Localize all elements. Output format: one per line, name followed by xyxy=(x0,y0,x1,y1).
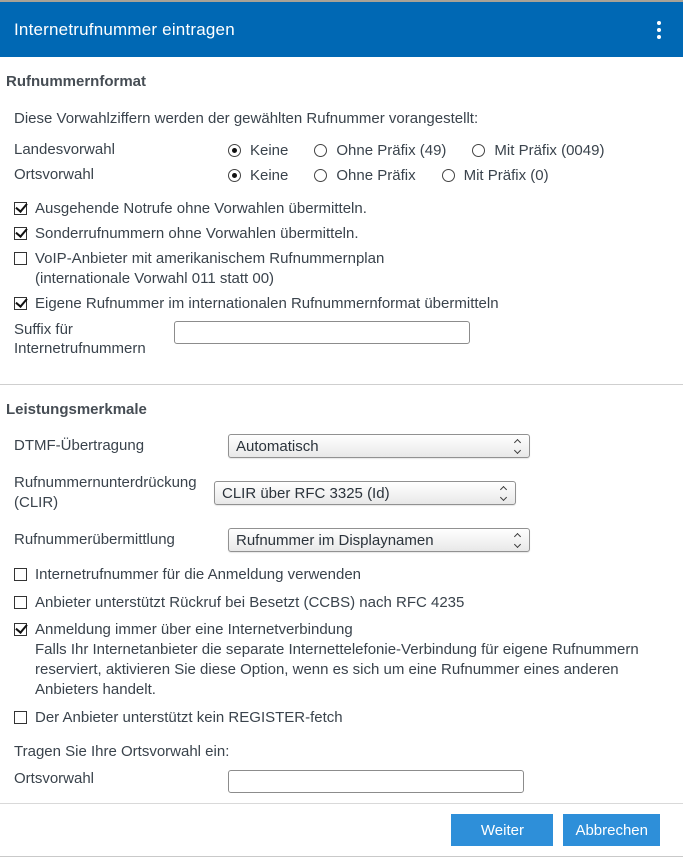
dialog-footer xyxy=(0,803,683,856)
cb-item-sonderrufnummern xyxy=(14,224,669,244)
section-divider xyxy=(0,384,683,385)
clir-select-value: CLIR über RFC 3325 (Id) xyxy=(222,484,390,502)
checkbox-label: Eigene Rufnummer im internationalen Rufnummernformat übermitteln xyxy=(35,295,499,312)
checkbox-icon xyxy=(14,252,27,265)
ortsvorwahl-row xyxy=(14,165,669,185)
ortsvorwahl-prompt: Tragen Sie Ihre Ortsvorwahl ein: xyxy=(14,743,230,760)
landesvorwahl-label: Landesvorwahl xyxy=(14,141,115,158)
radio-label: Mit Präfix (0049) xyxy=(494,141,605,159)
ortsvorwahl-field-label: Ortsvorwahl xyxy=(14,770,95,787)
cb-item-anmeldung-verwenden xyxy=(14,565,669,585)
radio-icon xyxy=(472,144,485,157)
radio-landesvorwahl-mit-praefix[interactable] xyxy=(472,142,604,159)
checkbox-anmeldung-verwenden[interactable] xyxy=(14,565,669,585)
ortsvorwahl-input-row xyxy=(14,768,669,793)
section-heading-leistungsmerkmale: Leistungsmerkmale xyxy=(6,401,147,418)
radio-label: Keine xyxy=(250,166,289,184)
radio-icon xyxy=(228,169,241,182)
radio-ortsvorwahl-ohne-praefix[interactable] xyxy=(314,167,415,184)
suffix-input[interactable] xyxy=(174,321,470,344)
rufnummeruebermittlung-select-value: Rufnummer im Displaynamen xyxy=(236,531,434,549)
radio-icon xyxy=(314,144,327,157)
ortsvorwahl-options xyxy=(228,167,549,184)
dialog-header xyxy=(0,2,683,57)
checkbox-icon xyxy=(14,596,27,609)
ortsvorwahl-label: Ortsvorwahl xyxy=(14,166,95,183)
dialog-body xyxy=(0,72,683,793)
cb-item-register-fetch xyxy=(14,708,669,728)
checkbox-notrufe[interactable] xyxy=(14,199,669,219)
checkbox-icon xyxy=(14,297,27,310)
checkbox-voip-anbieter[interactable] xyxy=(14,249,669,269)
rufnummeruebermittlung-label: Rufnummerübermittlung xyxy=(14,531,175,548)
checkbox-icon xyxy=(14,227,27,240)
checkbox-icon xyxy=(14,202,27,215)
radio-label: Ohne Präfix xyxy=(336,166,416,184)
checkbox-label: Sonderrufnummern ohne Vorwahlen übermitteln. xyxy=(35,225,359,242)
rufnummeruebermittlung-select[interactable] xyxy=(228,528,530,552)
checkbox-label: VoIP-Anbieter mit amerikanischem Rufnummernplan xyxy=(35,250,385,267)
section-heading-rufnummernformat: Rufnummernformat xyxy=(6,73,147,90)
select-spinner-icon xyxy=(515,534,520,547)
cb-item-eigene-rufnummer xyxy=(14,294,669,314)
radio-icon xyxy=(442,169,455,182)
checkbox-label: Ausgehende Notrufe ohne Vorwahlen übermitteln. xyxy=(35,200,367,217)
checkbox-label: Anmeldung immer über eine Internetverbindung xyxy=(35,621,353,638)
leistungsmerkmale-checkboxes xyxy=(14,565,669,728)
radio-ortsvorwahl-mit-praefix[interactable] xyxy=(442,167,549,184)
intro-text: Diese Vorwahlziffern werden der gewählten Rufnummer vorangestellt: xyxy=(14,110,479,127)
dtmf-select[interactable] xyxy=(228,434,530,458)
radio-icon xyxy=(314,169,327,182)
checkbox-description: Falls Ihr Internetanbieter die separate Internettelefonie-Verbindung für eigene Rufnummern reserviert, aktivieren Sie diese Option, wenn es sich um eine Rufnummer eines anderen Anbieters handelt. xyxy=(35,641,639,698)
checkbox-eigene-rufnummer[interactable] xyxy=(14,294,669,314)
checkbox-label: Der Anbieter unterstützt kein REGISTER-fetch xyxy=(35,709,343,726)
landesvorwahl-options xyxy=(228,142,604,159)
landesvorwahl-row xyxy=(14,140,669,160)
checkbox-ccbs[interactable] xyxy=(14,593,669,613)
radio-landesvorwahl-keine[interactable] xyxy=(228,142,288,159)
radio-ortsvorwahl-keine[interactable] xyxy=(228,167,288,184)
select-spinner-icon xyxy=(515,440,520,453)
clir-row xyxy=(14,473,669,513)
radio-label: Keine xyxy=(250,141,289,159)
checkbox-icon xyxy=(14,568,27,581)
suffix-label: Suffix für Internetrufnummern xyxy=(14,321,146,357)
checkbox-register-fetch[interactable] xyxy=(14,708,669,728)
rufnummeruebermittlung-row xyxy=(14,528,669,552)
cb-item-ccbs xyxy=(14,593,669,613)
checkbox-icon xyxy=(14,623,27,636)
checkbox-label: Internetrufnummer für die Anmeldung verwenden xyxy=(35,566,362,583)
abbrechen-button[interactable]: Abbrechen xyxy=(563,814,660,846)
dtmf-select-value: Automatisch xyxy=(236,437,319,455)
suffix-row xyxy=(14,319,669,358)
radio-label: Ohne Präfix (49) xyxy=(336,141,447,159)
cb-item-anmeldung-internetverbindung xyxy=(14,620,669,700)
checkbox-anmeldung-internetverbindung[interactable] xyxy=(14,620,669,640)
checkbox-icon xyxy=(14,711,27,724)
radio-icon xyxy=(228,144,241,157)
clir-label: Rufnummernunterdrückung (CLIR) xyxy=(14,474,197,511)
weiter-button[interactable]: Weiter xyxy=(451,814,553,846)
rufnummernformat-checkboxes xyxy=(14,199,669,314)
cb-item-notrufe xyxy=(14,199,669,219)
checkbox-sublabel: (internationale Vorwahl 011 statt 00) xyxy=(35,270,275,287)
radio-landesvorwahl-ohne-praefix[interactable] xyxy=(314,142,446,159)
select-spinner-icon xyxy=(501,487,506,500)
dtmf-row xyxy=(14,434,669,458)
checkbox-label: Anbieter unterstützt Rückruf bei Besetzt (CCBS) nach RFC 4235 xyxy=(35,594,465,611)
cb-item-voip-anbieter xyxy=(14,249,669,289)
dtmf-label: DTMF-Übertragung xyxy=(14,437,145,454)
kebab-menu-icon[interactable] xyxy=(653,17,665,43)
checkbox-sonderrufnummern[interactable] xyxy=(14,224,669,244)
clir-select[interactable] xyxy=(214,481,516,505)
dialog-title: Internetrufnummer eintragen xyxy=(14,19,235,39)
ortsvorwahl-input[interactable] xyxy=(228,770,524,793)
radio-label: Mit Präfix (0) xyxy=(463,166,549,184)
